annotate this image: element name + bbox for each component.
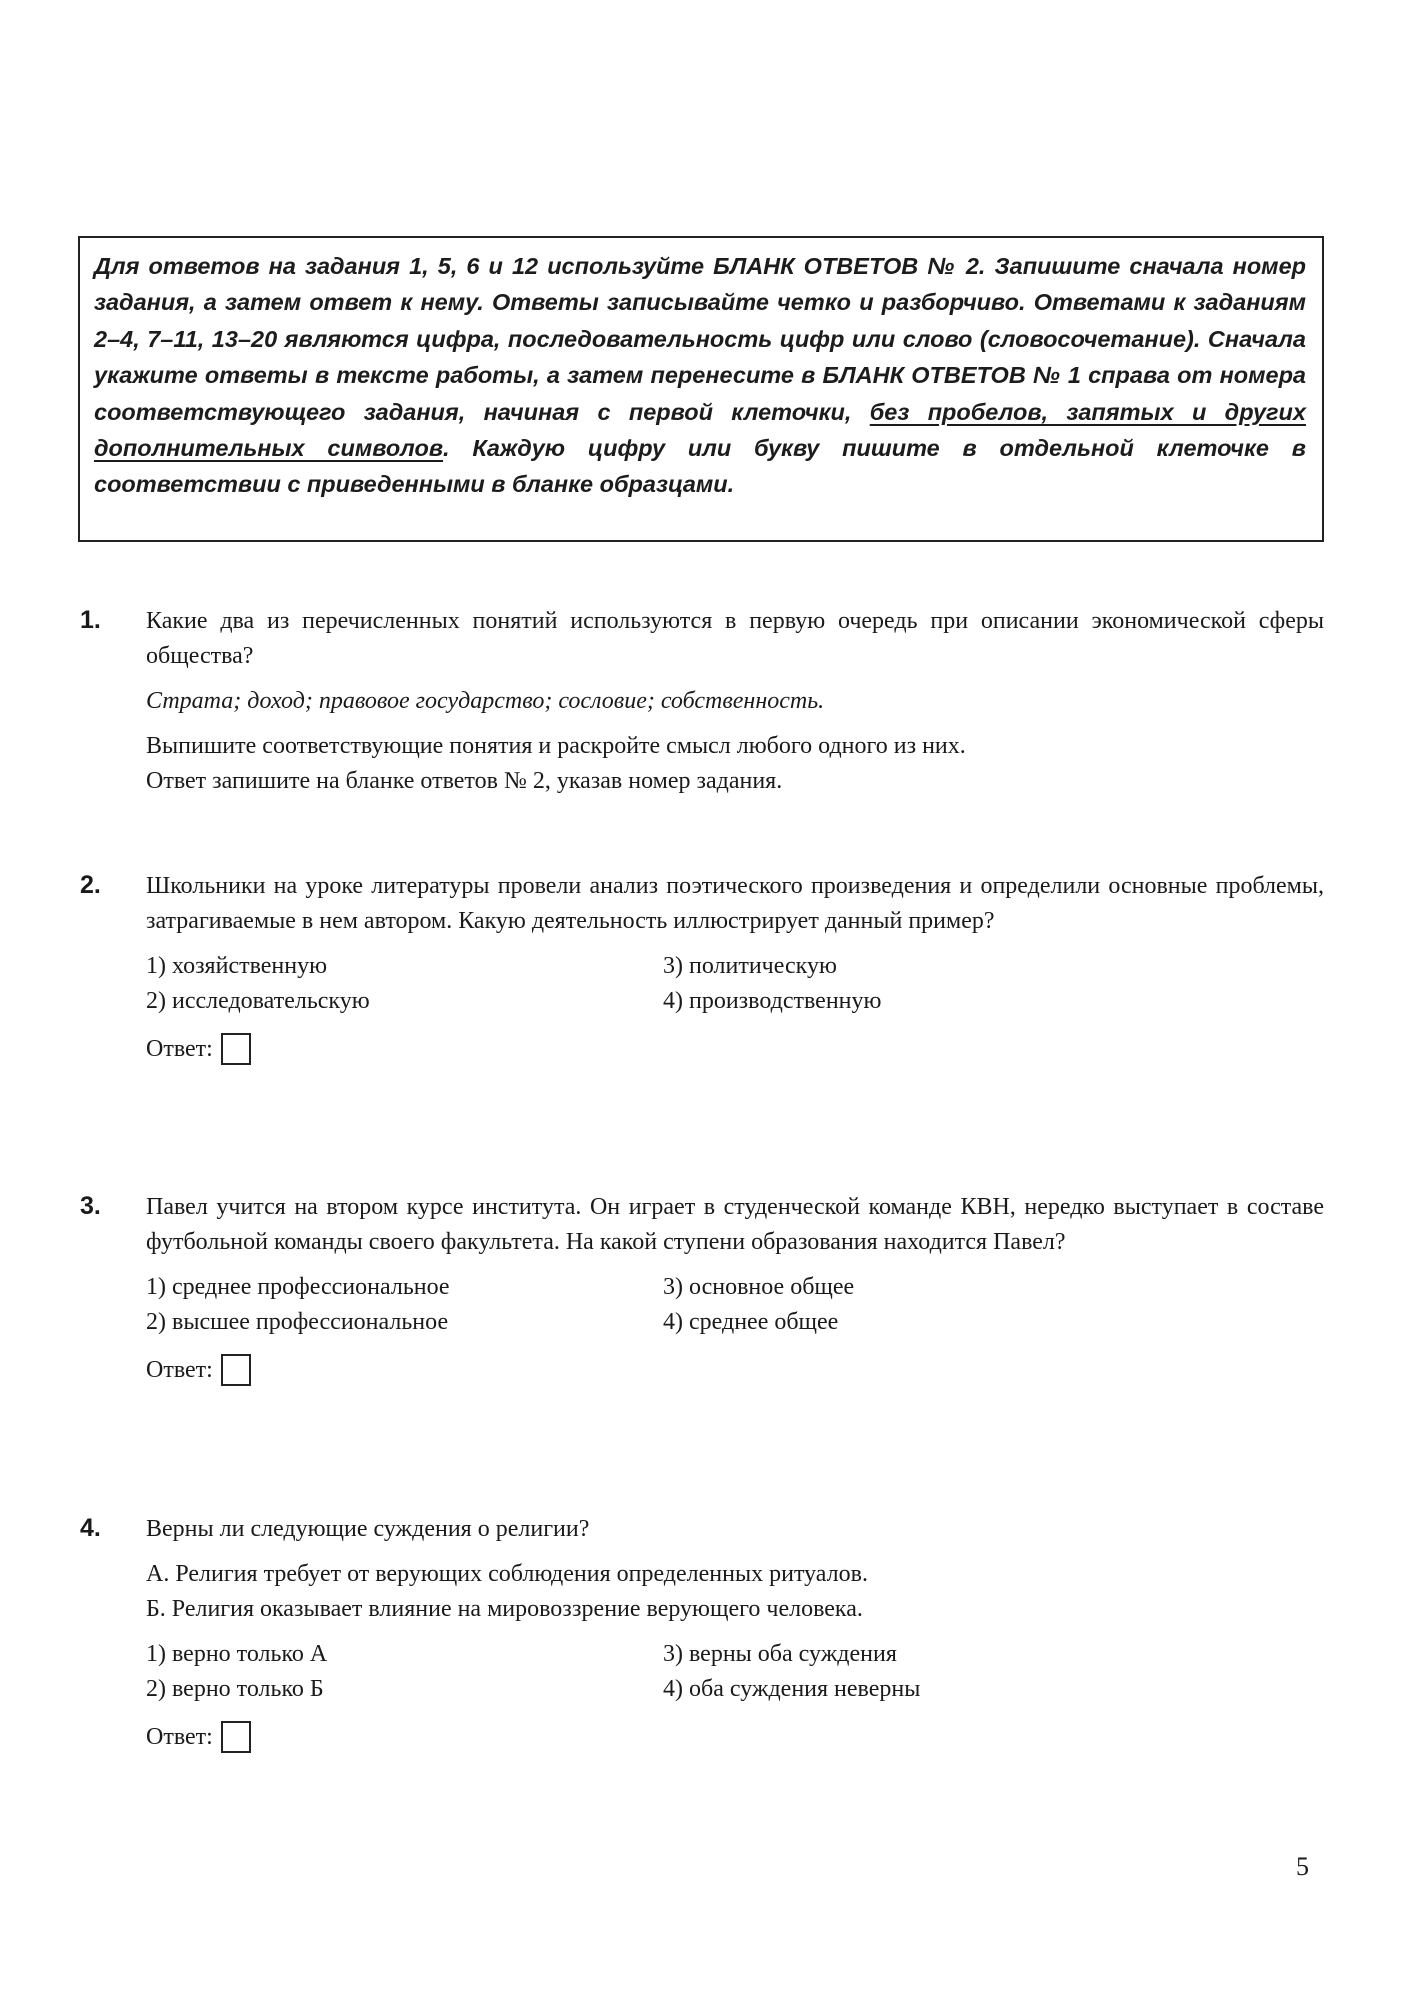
answer-option: 3) основное общее [663,1274,855,1300]
answer-option: 4) оба суждения неверны [663,1676,921,1702]
answer-option: 2) верно только Б [146,1676,324,1702]
task-number: 2. [80,871,101,899]
answer-option: 1) верно только А [146,1641,328,1667]
task-question: Какие два из перечисленных понятий используются в первую очередь при описании экономической сферы общества? [146,608,1324,669]
answer-option: 4) среднее общее [663,1309,839,1335]
page-number: 5 [1296,1852,1309,1881]
answer-option: 2) исследовательскую [146,988,370,1014]
task-number: 4. [80,1514,101,1542]
statement-b: Б. Религия оказывает влияние на мировоззрение верующего человека. [146,1596,863,1622]
task-4 [80,1512,1324,1759]
task-terms: Страта; доход; правовое государство; сословие; собственность. [146,688,825,714]
task-instruction: Выпишите соответствующие понятия и раскройте смысл любого одного из них. [146,733,966,759]
task-question: Павел учится на втором курсе института. Он играет в студенческой команде КВН, нередко выступает в составе футбольной команды своего факультета. На какой ступени образования находится Павел? [146,1194,1324,1255]
instructions-box [78,236,1324,542]
instructions-text-end: . Каждую цифру или букву пишите в отдельной клеточке в соответствии с приведенными в бланке образцами. [94,435,1306,498]
task-3 [80,1190,1324,1392]
answer-box[interactable] [221,1354,251,1386]
answer-box[interactable] [221,1721,251,1753]
answer-option: 3) политическую [663,953,837,979]
answer-option: 1) среднее профессиональное [146,1274,450,1300]
answer-row [146,1027,1324,1071]
answer-options [146,1637,1324,1707]
answer-option: 2) высшее профессиональное [146,1309,449,1335]
answer-options [146,949,1324,1019]
task-instruction: Ответ запишите на бланке ответов № 2, указав номер задания. [146,768,783,794]
instructions-underlined: без пробелов, запятых и других дополнительных символов [94,398,1306,462]
task-question: Школьники на уроке литературы провели анализ поэтического произведения и определили основные проблемы, затрагиваемые в нем автором. Какую деятельность иллюстрирует данный пример? [146,873,1324,934]
answer-options [146,1270,1324,1340]
answer-label: Ответ: [146,1723,213,1750]
answer-row [146,1715,1324,1759]
task-number: 1. [80,606,101,634]
task-question: Верны ли следующие суждения о религии? [146,1516,590,1542]
answer-option: 3) верны оба суждения [663,1641,897,1667]
statement-a: А. Религия требует от верующих соблюдения определенных ритуалов. [146,1561,868,1587]
answer-label: Ответ: [146,1356,213,1383]
answer-label: Ответ: [146,1035,213,1062]
answer-box[interactable] [221,1033,251,1065]
task-2 [80,869,1324,1071]
task-1 [80,604,1324,799]
instructions-text: Для ответов на задания 1, 5, 6 и 12 используйте БЛАНК ОТВЕТОВ № 2. Запишите сначала номер задания, а затем ответ к нему. Ответы записывайте четко и разборчиво. Ответами к заданиям 2–4, 7–11, 13–20 являются цифра, последовательность цифр или слово (словосочетание). Сначала укажите ответы в тексте работы, а затем перенесите в БЛАНК ОТВЕТОВ № 1 справа от номера соответствующего задания, начиная с первой клеточки, [94,253,1306,425]
answer-option: 1) хозяйственную [146,953,328,979]
task-number: 3. [80,1192,101,1220]
answer-row [146,1348,1324,1392]
answer-option: 4) производственную [663,988,882,1014]
